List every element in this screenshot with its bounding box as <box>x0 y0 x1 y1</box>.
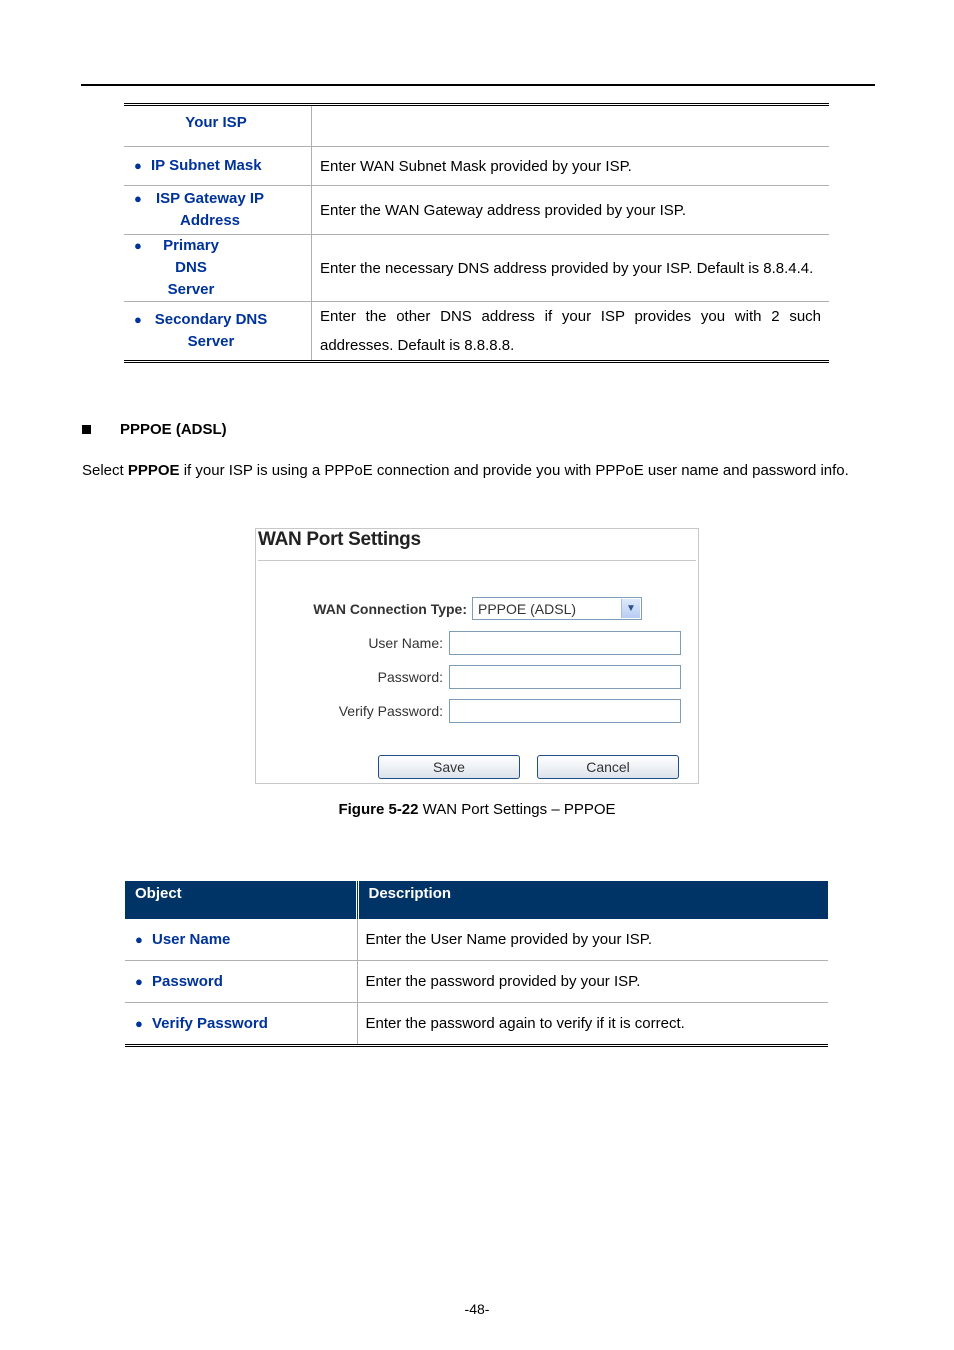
object-label: Password <box>152 973 223 990</box>
table-row <box>124 105 829 147</box>
connection-type-select[interactable] <box>472 597 642 620</box>
table-row <box>124 186 829 235</box>
wan-port-settings-panel <box>255 528 699 784</box>
para-bold: PPPOE <box>127 462 180 479</box>
username-label: User Name: <box>368 635 443 651</box>
figure-caption <box>0 801 954 818</box>
chevron-down-icon[interactable]: ▼ <box>621 599 640 618</box>
bullet-icon: ● <box>135 974 143 989</box>
description-cell: Enter the necessary DNS address provided by your ISP. Default is 8.8.4.4. <box>312 235 830 302</box>
object-cell <box>125 1003 357 1046</box>
description-cell: Enter WAN Subnet Mask provided by your ISP. <box>312 147 830 186</box>
section-heading <box>82 421 227 438</box>
verify-password-input[interactable] <box>449 699 681 723</box>
object-header: Object <box>125 881 357 919</box>
save-button[interactable]: Save <box>378 755 520 779</box>
description-cell: Enter the password provided by your ISP. <box>357 961 828 1003</box>
description-cell <box>312 105 830 147</box>
caption-text: WAN Port Settings – PPPOE <box>418 801 616 818</box>
password-input[interactable] <box>449 665 681 689</box>
panel-title: WAN Port Settings <box>258 529 421 550</box>
object-cell <box>125 961 357 1003</box>
page-number: -48- <box>464 1301 490 1317</box>
bullet-icon: ● <box>134 312 142 327</box>
para-text: if your ISP is using a PPPoE connection and provide you with PPPoE user name and password info. <box>179 462 849 479</box>
connection-type-label: WAN Connection Type: <box>313 601 467 617</box>
object-cell <box>124 186 312 235</box>
panel-divider <box>258 560 696 561</box>
table-row <box>124 147 829 186</box>
object-cell <box>124 235 312 302</box>
bullet-icon: ● <box>134 158 142 173</box>
cancel-button[interactable]: Cancel <box>537 755 679 779</box>
table-row <box>124 302 829 362</box>
bullet-icon: ● <box>135 932 143 947</box>
object-label: Secondary DNS Server <box>154 311 268 350</box>
intro-paragraph <box>82 456 874 485</box>
object-label: Verify Password <box>152 1015 268 1032</box>
description-header: Description <box>357 881 828 919</box>
object-label: User Name <box>152 931 231 948</box>
description-cell: Enter the password again to verify if it is correct. <box>365 1015 685 1032</box>
table-row <box>124 235 829 302</box>
object-label: IP Subnet Mask <box>151 157 262 174</box>
description-cell: Enter the User Name provided by your ISP. <box>357 919 828 961</box>
header-rule <box>81 84 875 86</box>
password-label: Password: <box>377 669 443 685</box>
object-label: Your ISP <box>185 114 247 131</box>
bullet-icon: ● <box>135 1016 143 1031</box>
object-cell <box>125 919 357 961</box>
object-cell <box>124 147 312 186</box>
table-row <box>125 1003 828 1046</box>
pppoe-object-table <box>125 881 828 1047</box>
bullet-icon: ● <box>134 191 142 206</box>
table-row <box>125 919 828 961</box>
object-cell <box>124 302 312 362</box>
isp-settings-table <box>124 103 829 363</box>
bullet-icon: ● <box>134 238 142 253</box>
connection-type-value: PPPOE (ADSL) <box>478 601 577 617</box>
verify-password-label: Verify Password: <box>338 703 443 719</box>
description-cell: Enter the other DNS address if your ISP provides you with 2 such addresses. Default is 8.8.8.8. <box>320 308 821 354</box>
object-label: ISP Gateway IP Address <box>155 190 265 229</box>
table-header-row <box>125 881 828 919</box>
description-cell: Enter the WAN Gateway address provided by your ISP. <box>312 186 830 235</box>
para-text: Select <box>82 462 128 479</box>
table-row <box>125 961 828 1003</box>
square-bullet-icon <box>82 425 91 434</box>
caption-label: Figure 5-22 <box>338 801 419 818</box>
object-label: Primary DNS Server <box>163 237 219 298</box>
section-heading-text: PPPOE (ADSL) <box>120 421 227 438</box>
object-cell <box>124 105 312 147</box>
username-input[interactable] <box>449 631 681 655</box>
